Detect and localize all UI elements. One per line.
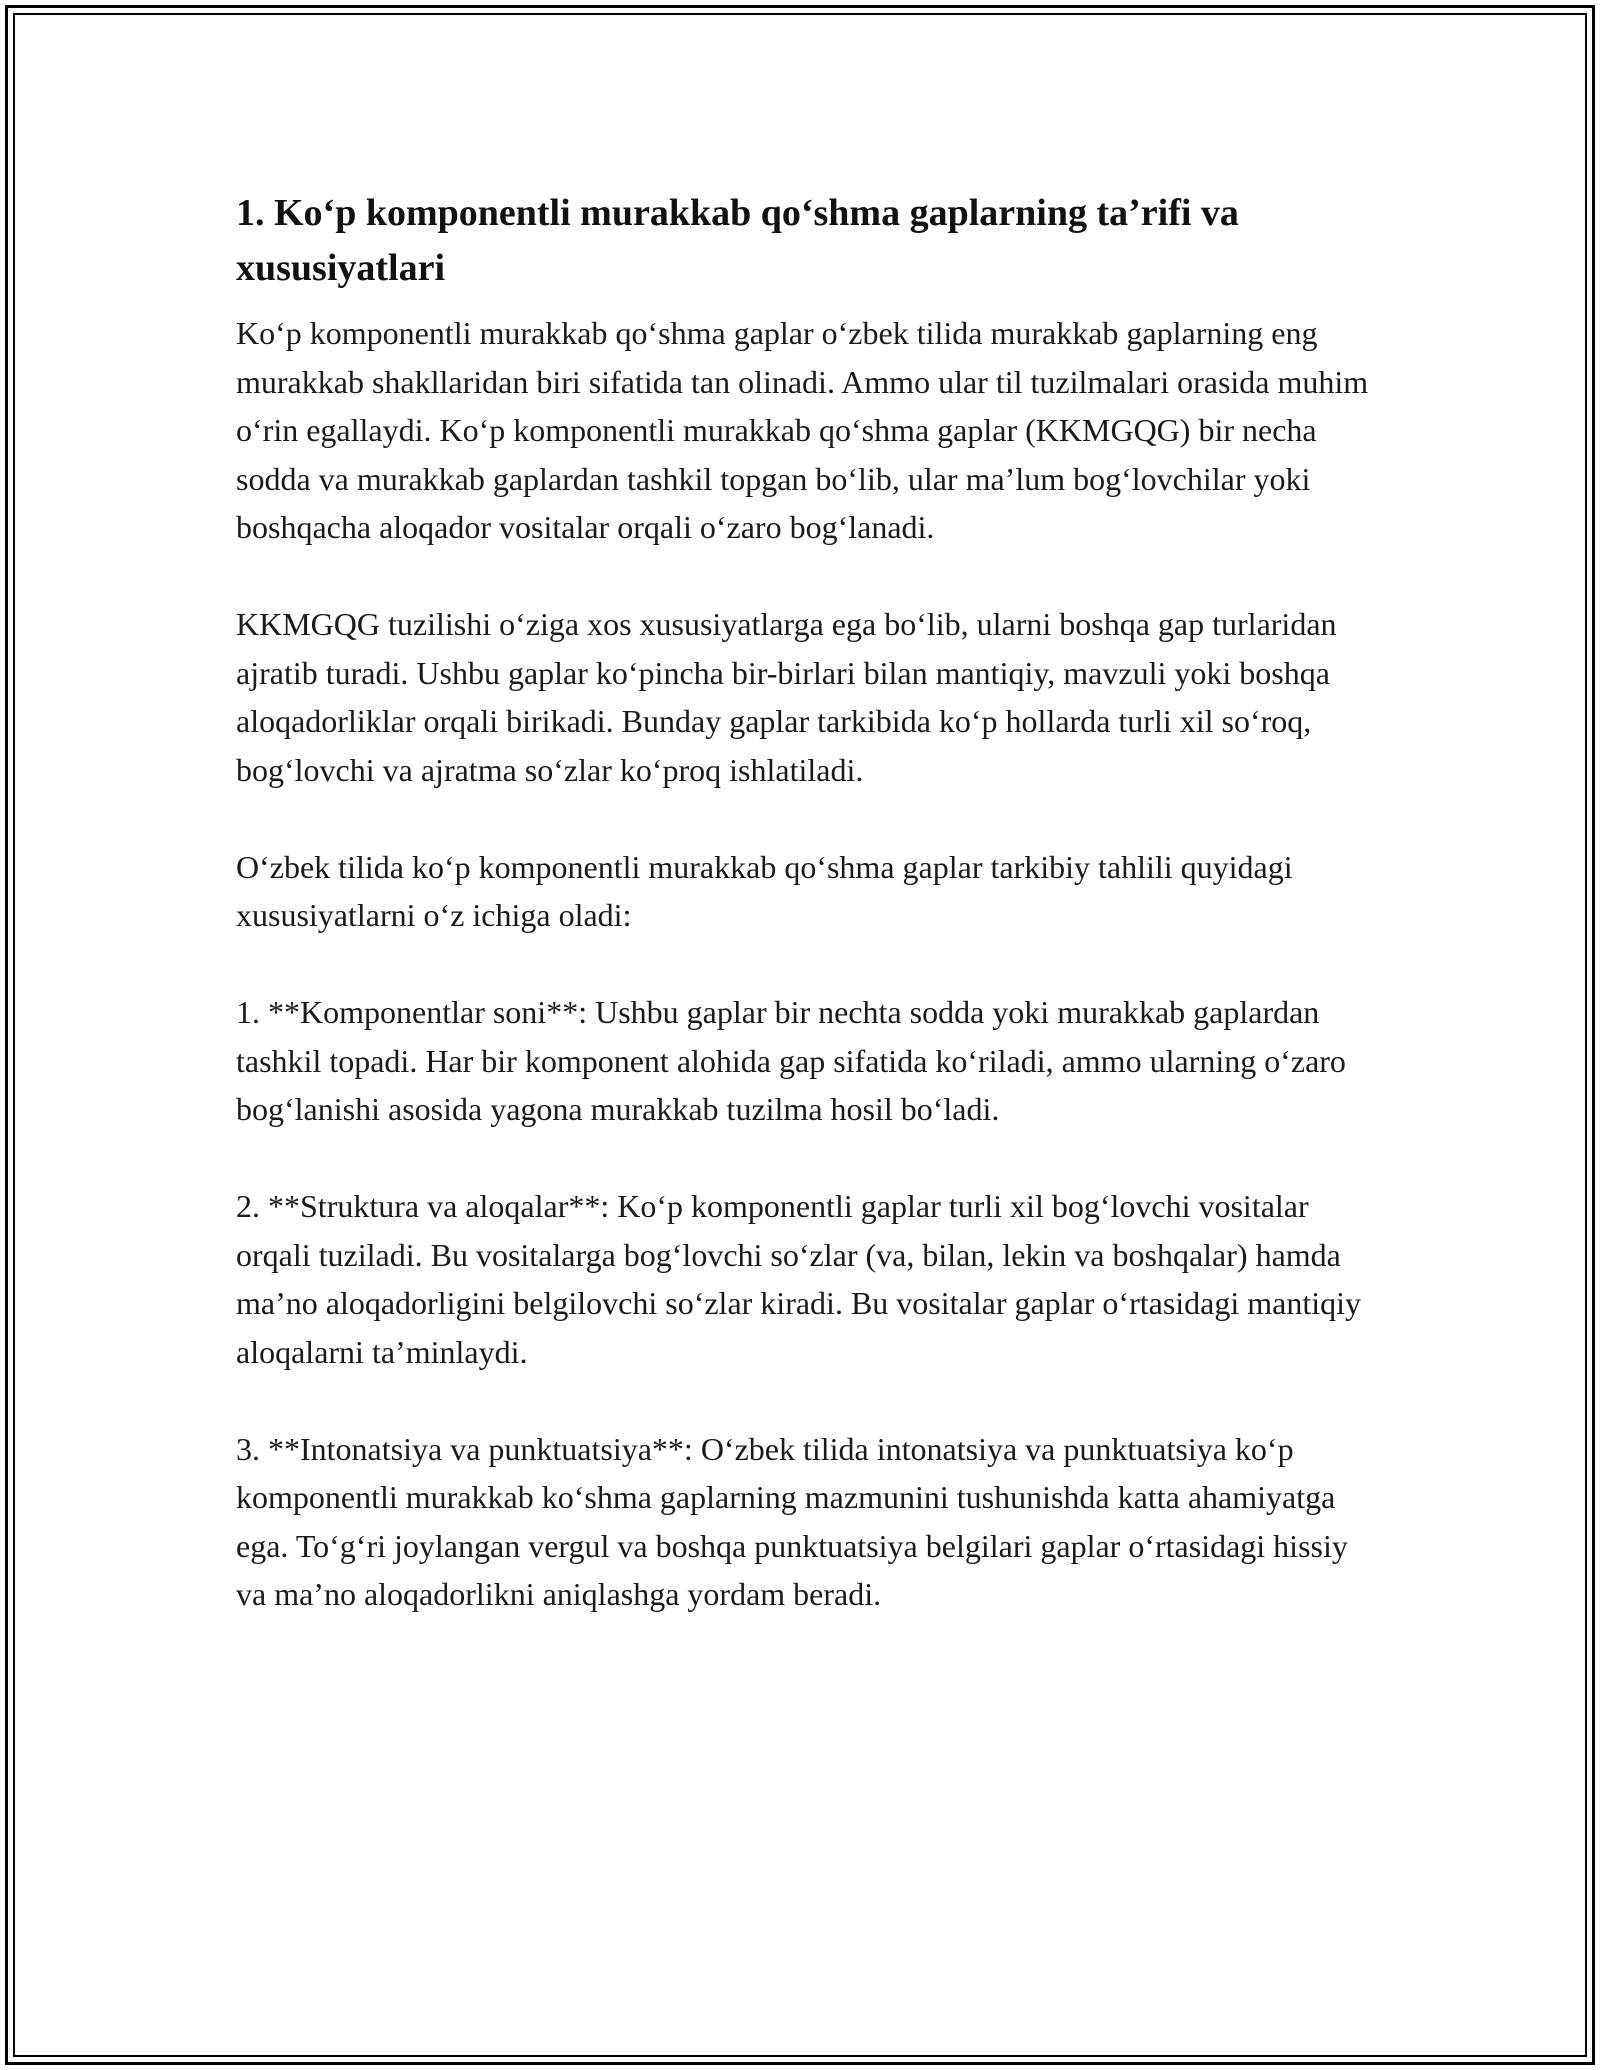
section-heading: 1. Koʻp komponentli murakkab qoʻshma gaplarning taʼrifi va xususiyatlari bbox=[236, 192, 1239, 289]
list-item-structure: 2. **Struktura va aloqalar**: Koʻp komponentli gaplar turli xil bogʻlovchi vositalar orqali tuziladi. Bu vositalarga bogʻlovchi soʻzlar (va, bilan, lekin va boshqalar) hamda maʼno aloqadorligini belgilovchi soʻzlar kiradi. Bu vositalar gaplar oʻrtasidagi mantiqiy aloqalarni taʼminlaydi. bbox=[236, 1188, 1362, 1370]
paragraph-structure: KKMGQG tuzilishi oʻziga xos xususiyatlarga ega boʻlib, ularni boshqa gap turlaridan ajratib turadi. Ushbu gaplar koʻpincha bir-birlari bilan mantiqiy, mavzuli yoki boshqa aloqadorliklar orqali birikadi. Bunday gaplar tarkibida koʻp hollarda turli xil soʻroq, bogʻlovchi va ajratma soʻzlar koʻproq ishlatiladi. bbox=[236, 606, 1337, 788]
list-item-components: 1. **Komponentlar soni**: Ushbu gaplar bir nechta sodda yoki murakkab gaplardan tashkil topadi. Har bir komponent alohida gap sifatida koʻriladi, ammo ularning oʻzaro bogʻlanishi asosida yagona murakkab tuzilma hosil boʻladi. bbox=[236, 994, 1346, 1127]
list-item-intonation: 3. **Intonatsiya va punktuatsiya**: Oʻzbek tilida intonatsiya va punktuatsiya koʻp komponentli murakkab koʻshma gaplarning mazmunini tushunishda katta ahamiyatga ega. Toʻgʻri joylangan vergul va boshqa punktuatsiya belgilari gaplar oʻrtasidagi hissiy va maʼno aloqadorlikni aniqlashga yordam beradi. bbox=[236, 1430, 1348, 1612]
paragraph-intro-list: Oʻzbek tilida koʻp komponentli murakkab qoʻshma gaplar tarkibiy tahlili quyidagi xususiyatlarni oʻz ichiga oladi: bbox=[236, 848, 1293, 933]
document-body bbox=[236, 186, 1376, 1619]
paragraph-definition: Koʻp komponentli murakkab qoʻshma gaplar oʻzbek tilida murakkab gaplarning eng murakkab shakllaridan biri sifatida tan olinadi. Ammo ular til tuzilmalari orasida muhim oʻrin egallaydi. Koʻp komponentli murakkab qoʻshma gaplar (KKMGQG) bir necha sodda va murakkab gaplardan tashkil topgan boʻlib, ular maʼlum bogʻlovchilar yoki boshqacha aloqador vositalar orqali oʻzaro bogʻlanadi. bbox=[236, 315, 1369, 545]
